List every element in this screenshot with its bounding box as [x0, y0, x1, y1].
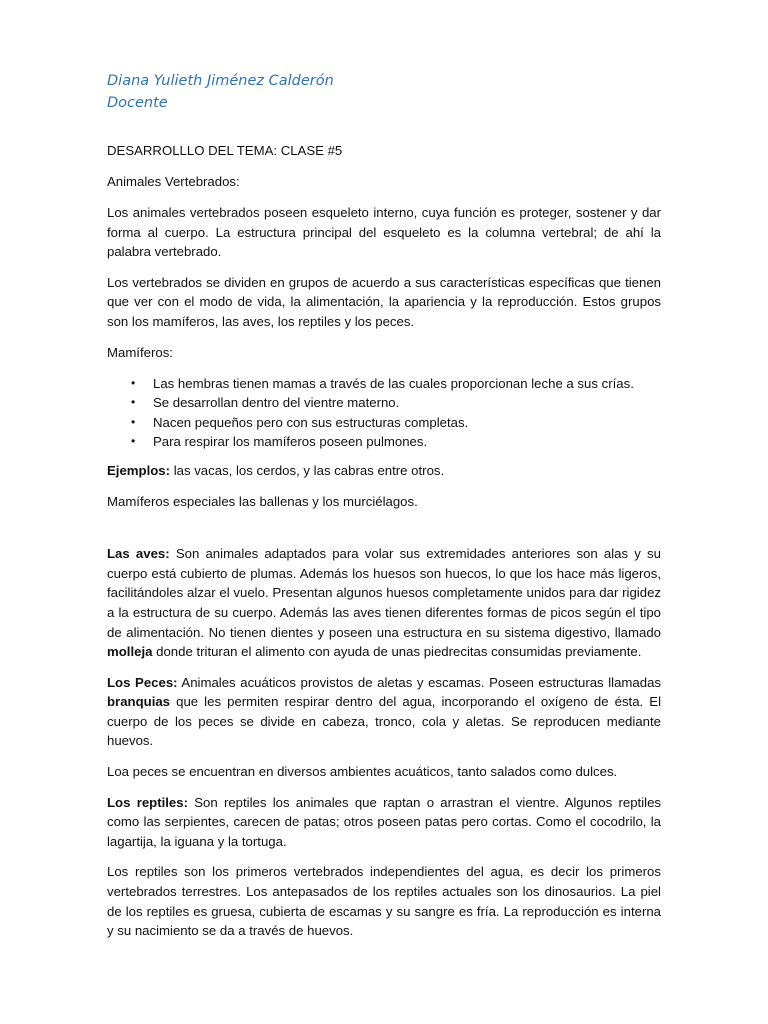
- mamiferos-special: Mamíferos especiales las ballenas y los murciélagos.: [107, 493, 418, 509]
- list-item: [131, 432, 661, 452]
- vertebrados-title: Animales Vertebrados:: [107, 174, 240, 189]
- bullet-icon: •: [131, 434, 136, 449]
- aves-label: Las aves:: [107, 546, 170, 562]
- reptiles-label: Los reptiles:: [107, 794, 188, 810]
- peces-text-a: Animales acuáticos provistos de aletas y escamas. Poseen estructuras llamadas: [177, 674, 661, 690]
- author-name: Diana Yulieth Jiménez Calderón: [107, 73, 334, 89]
- author-role: Docente: [107, 95, 168, 111]
- reptiles-text-a: Son reptiles los animales que raptan o arrastran el vientre. Algunos reptiles como las serpientes, carecen de patas; otros poseen patas pero cortas. Como el cocodrilo, la lagartija, la iguana y la tortuga.: [107, 794, 661, 849]
- spacer: [107, 522, 661, 544]
- aves-text-a: Son animales adaptados para volar sus extremidades anteriores son alas y su cuerpo está cubierto de plumas. Además los huesos son huecos, lo que los hace más ligeros, facilitándoles alzar el vuelo. Presentan algunos huesos completamente unidos para dar rigidez a la estructura de su cuerpo. Además las aves tienen diferentes formas de picos según el tipo de alimentación. No tienen dientes y poseen una estructura en su sistema digestivo, llamado: [107, 546, 661, 640]
- peces-text-b: que les permiten respirar dentro del agua, incorporando el oxígeno de ésta. El cuerpo de los peces se divide en cabeza, tronco, cola y aletas. Se reproducen mediante huevos.: [107, 694, 661, 749]
- peces-paragraph: [107, 673, 661, 751]
- examples-text: las vacas, los cerdos, y las cabras entre otros.: [170, 462, 445, 478]
- list-item-text: Nacen pequeños pero con sus estructuras completas.: [153, 414, 469, 430]
- reptiles-paragraph: [107, 793, 661, 852]
- topic-heading: DESARROLLLO DEL TEMA: CLASE #5: [107, 143, 343, 158]
- mamiferos-list: [107, 374, 661, 452]
- mamiferos-examples: [107, 461, 661, 481]
- examples-label: Ejemplos:: [107, 462, 171, 478]
- mamiferos-title: Mamíferos:: [107, 344, 173, 360]
- list-item: [131, 393, 661, 413]
- list-item-text: Se desarrollan dentro del vientre materno.: [153, 395, 400, 411]
- bullet-icon: •: [131, 395, 136, 410]
- list-item: [131, 413, 661, 433]
- branquias-term: branquias: [107, 694, 171, 710]
- reptiles-paragraph-2: Los reptiles son los primeros vertebrados independientes del agua, es decir los primeros vertebrados terrestres. Los antepasados de los reptiles actuales son los dinosaurios. La piel de los reptiles es gruesa, cubierta de escamas y su sangre es fría. La reproducción es interna y su nacimiento se da a través de huevos.: [107, 864, 661, 939]
- aves-text-b: donde trituran el alimento con ayuda de unas piedrecitas consumidas previamente.: [152, 644, 642, 660]
- bullet-icon: •: [131, 375, 136, 390]
- vertebrados-paragraph-1: Los animales vertebrados poseen esqueleto interno, cuya función es proteger, sostener y dar forma al cuerpo. La estructura principal del esqueleto es la columna vertebral; de ahí la palabra vertebrado.: [107, 205, 661, 260]
- list-item-text: Las hembras tienen mamas a través de las cuales proporcionan leche a sus crías.: [153, 375, 634, 391]
- list-item: [131, 374, 661, 394]
- aves-paragraph: [107, 544, 661, 662]
- list-item-text: Para respirar los mamíferos poseen pulmones.: [153, 434, 428, 450]
- peces-paragraph-2: Loa peces se encuentran en diversos ambientes acuáticos, tanto salados como dulces.: [107, 764, 618, 780]
- peces-label: Los Peces:: [107, 674, 178, 690]
- bullet-icon: •: [131, 414, 136, 429]
- molleja-term: molleja: [107, 644, 153, 660]
- vertebrados-paragraph-2: Los vertebrados se dividen en grupos de acuerdo a sus características específicas que tienen que ver con el modo de vida, la alimentación, la apariencia y la reproducción. Estos grupos son los mamíferos, las aves, los reptiles y los peces.: [107, 274, 661, 329]
